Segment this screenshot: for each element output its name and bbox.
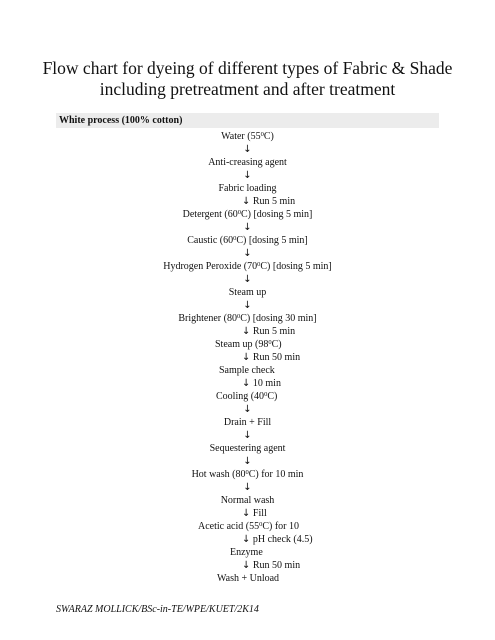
- arrow-run-5-min-2: [242, 326, 295, 338]
- arrow-4: [0, 248, 495, 260]
- title-line-2: including pretreatment and after treatment: [99, 79, 396, 99]
- arrow-run-50-min: [242, 352, 300, 364]
- step-water: Water $(55^0C)$: [221, 131, 274, 142]
- step-hydrogen-peroxide: Hydrogen Peroxide $(70^0C)$ [dosing 5 min]: [163, 261, 332, 272]
- down-arrow-icon: ↓: [243, 248, 252, 259]
- arrow-5: [0, 274, 495, 286]
- down-arrow-icon: ↓: [243, 274, 252, 285]
- arrow-ph-check: [242, 534, 313, 546]
- step-brightener: Brightener $(80^0C)$ [dosing 30 min]: [178, 313, 317, 324]
- arrow-9: [0, 456, 495, 468]
- arrow-3: [0, 222, 495, 234]
- arrow-7: [0, 404, 495, 416]
- run-5-min-label: Run 5 min: [252, 326, 296, 337]
- arrow-8: [0, 430, 495, 442]
- step-steam-up-98: Steam up $(98^0C)$: [215, 339, 282, 350]
- arrow-1: [0, 144, 495, 156]
- down-arrow-icon: ↓: [243, 300, 252, 311]
- down-arrow-icon: ↓: [243, 144, 252, 155]
- run-50-min-label: Run 50 min: [252, 560, 301, 571]
- arrow-2: [0, 170, 495, 182]
- arrow-run-5-min: [242, 196, 295, 208]
- step-fabric-loading: Fabric loading: [218, 183, 277, 194]
- step-acetic-acid: Acetic acid $(55^0C)$ for 10: [198, 521, 300, 532]
- arrow-10-min: [242, 378, 281, 390]
- down-arrow-icon: ↓: [242, 352, 251, 363]
- step-sequestering: Sequestering agent: [209, 443, 286, 454]
- section-header-bar: [56, 113, 439, 128]
- fill-label: Fill: [252, 508, 267, 519]
- arrow-10: [0, 482, 495, 494]
- down-arrow-icon: ↓: [243, 222, 252, 233]
- ph-check-label: pH check (4.5): [252, 534, 313, 545]
- step-caustic: Caustic $(60^0C)$ [dosing 5 min]: [187, 235, 308, 246]
- down-arrow-icon: ↓: [243, 482, 252, 493]
- step-sample-check: Sample check: [219, 365, 275, 376]
- ten-min-label: 10 min: [252, 378, 281, 389]
- down-arrow-icon: ↓: [243, 170, 252, 181]
- step-steam-up: Steam up: [228, 287, 267, 298]
- step-normal-wash: Normal wash: [220, 495, 275, 506]
- title-line-1: Flow chart for dyeing of different types of Fabric & Shade: [42, 58, 453, 78]
- down-arrow-icon: ↓: [242, 326, 251, 337]
- down-arrow-icon: ↓: [242, 534, 251, 545]
- document-title: [40, 58, 455, 100]
- down-arrow-icon: ↓: [243, 430, 252, 441]
- arrow-6: [0, 300, 495, 312]
- step-detergent: Detergent $(60^0C)$ [dosing 5 min]: [182, 209, 313, 220]
- footer-credit: SWARAZ MOLLICK/BSc-in-TE/WPE/KUET/2K14: [56, 604, 259, 615]
- down-arrow-icon: ↓: [242, 560, 251, 571]
- down-arrow-icon: ↓: [242, 378, 251, 389]
- step-anti-creasing: Anti-creasing agent: [208, 157, 287, 168]
- step-wash-unload: Wash + Unload: [217, 573, 280, 584]
- down-arrow-icon: ↓: [243, 456, 252, 467]
- down-arrow-icon: ↓: [243, 404, 252, 415]
- step-cooling: Cooling $(40^0C)$: [216, 391, 278, 402]
- run-5-min-label: Run 5 min: [252, 196, 296, 207]
- down-arrow-icon: ↓: [242, 196, 251, 207]
- step-hot-wash: Hot wash $(80^0C)$ for 10 min: [191, 469, 304, 480]
- section-label: White process (100% cotton): [59, 115, 183, 126]
- step-drain-fill: Drain + Fill: [223, 417, 272, 428]
- down-arrow-icon: ↓: [242, 508, 251, 519]
- run-50-min-label: Run 50 min: [252, 352, 301, 363]
- arrow-run-50-min-2: [242, 560, 300, 572]
- arrow-fill: [242, 508, 267, 520]
- step-enzyme: Enzyme: [230, 547, 263, 558]
